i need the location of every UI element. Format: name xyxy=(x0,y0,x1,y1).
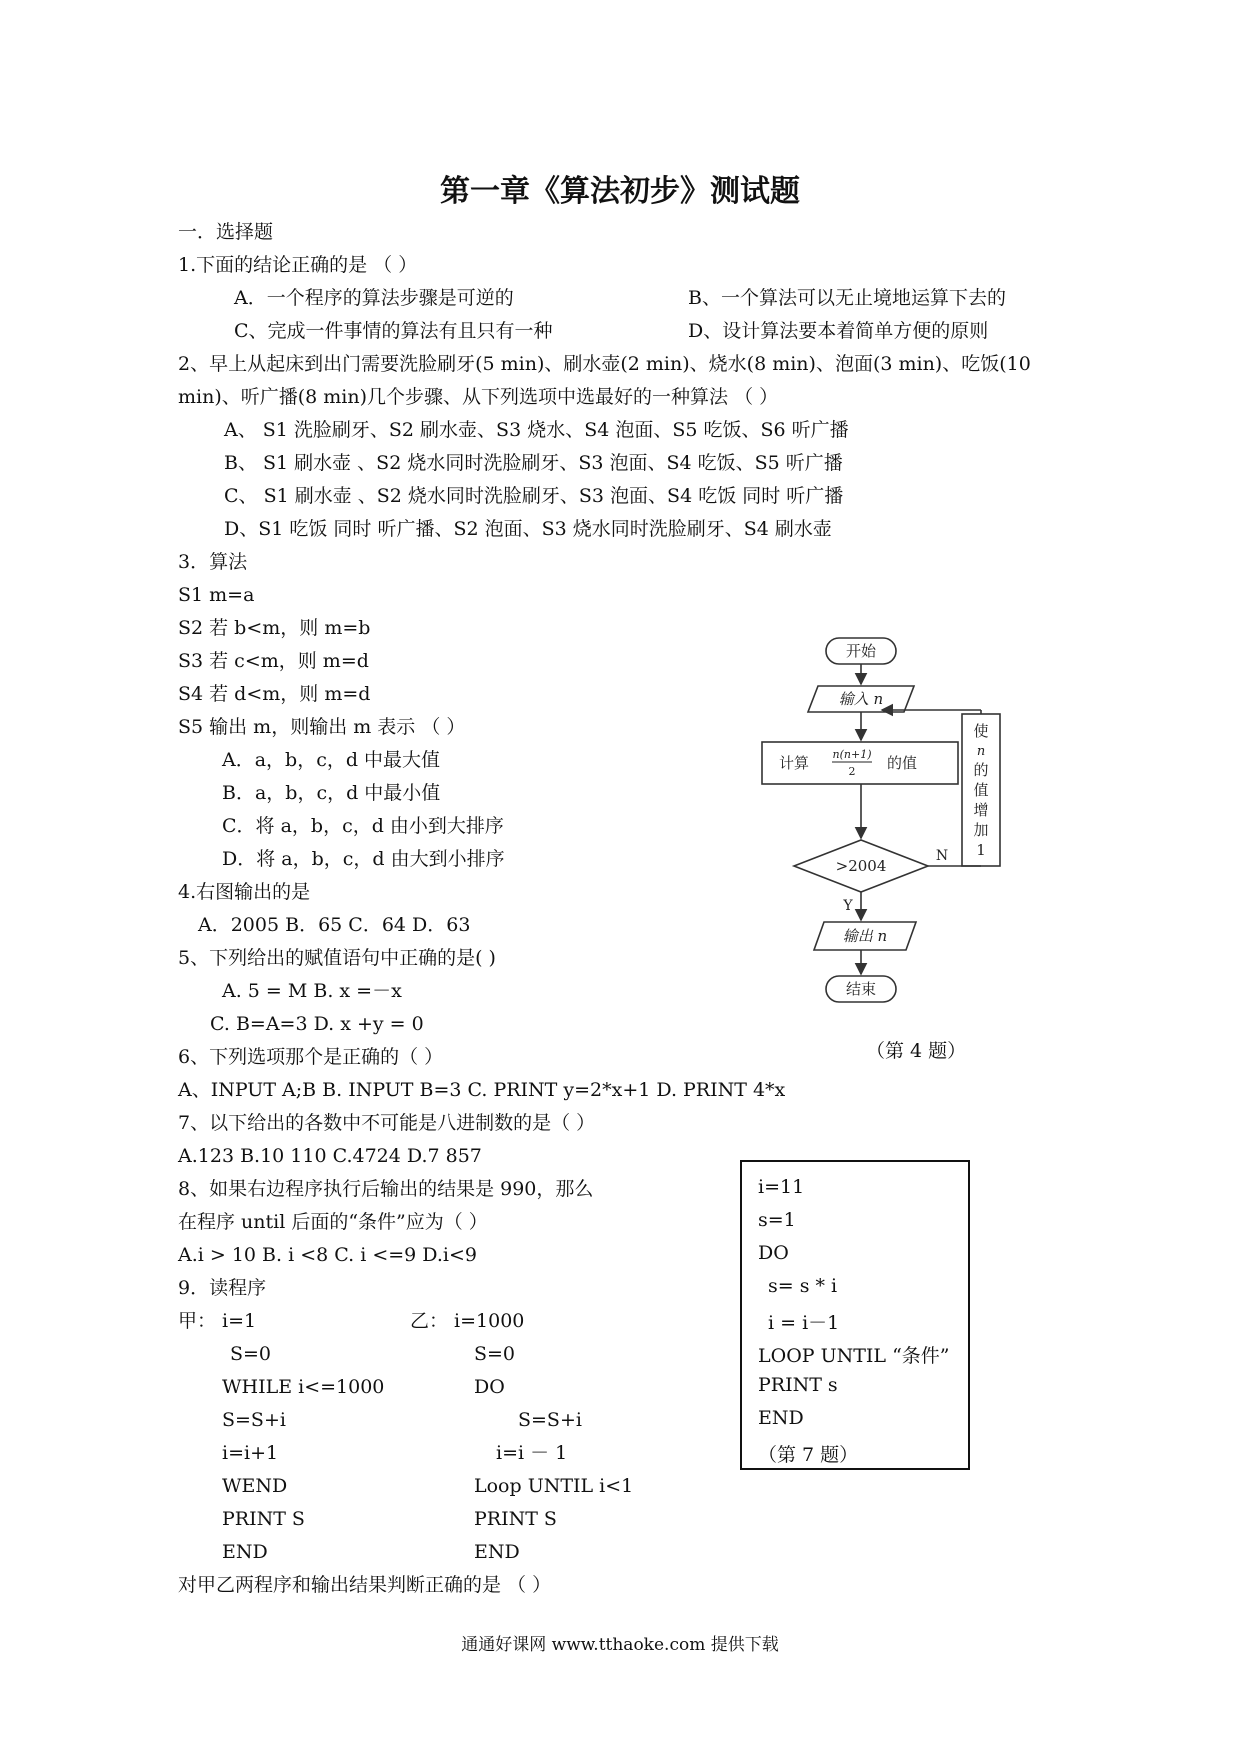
flow-yes-label: Y xyxy=(843,898,853,914)
code-line-1: i=11 xyxy=(758,1176,805,1198)
figure-4-caption: （第 4 题） xyxy=(866,1040,967,1062)
program-code-box xyxy=(740,1160,970,1470)
code-box-caption: （第 7 题） xyxy=(758,1444,859,1466)
code-line-4: s= s * i xyxy=(768,1275,838,1297)
flow-no-label: N xyxy=(935,848,949,864)
question-7: 7、以下给出的各数中不可能是八进制数的是（ ） xyxy=(178,1112,596,1134)
code-line-5: i = i－1 xyxy=(768,1312,840,1334)
page-footer: 通通好课网 www.tthaoke.com 提供下载 xyxy=(461,1635,779,1655)
code-line-7: PRINT s xyxy=(758,1374,838,1396)
flow-end-label: 结束 xyxy=(845,980,877,998)
section-heading: 一．选择题 xyxy=(178,221,274,243)
program-b-line-1: 乙： i=1000 xyxy=(410,1310,525,1332)
program-b-line-8: END xyxy=(474,1541,520,1563)
program-b-line-6: Loop UNTIL i<1 xyxy=(474,1475,634,1497)
q7-options: A.123 B.10 110 C.4724 D.7 857 xyxy=(178,1145,482,1167)
flow-loop-char-1: 使 xyxy=(973,722,989,740)
question-3: 3．算法 xyxy=(178,551,248,573)
question-2: 2、早上从起床到出门需要洗脸刷牙(5 min)、刷水壶(2 min)、烧水(8 min)、泡面(3 min)、吃饭(10 xyxy=(178,353,1031,375)
q6-options: A、INPUT A;B B. INPUT B=3 C. PRINT y=2*x+1 D. PRINT 4*x xyxy=(178,1079,786,1101)
question-8-cont: 在程序 until 后面的“条件”应为（ ） xyxy=(178,1211,488,1233)
q2-option-c: C、 S1 刷水壶 、S2 烧水同时洗脸刷牙、S3 泡面、S4 吃饭 同时 听广播 xyxy=(224,485,844,507)
q3-step-3: S3 若 c<m，则 m=d xyxy=(178,650,369,672)
question-4: 4.右图输出的是 xyxy=(178,881,311,903)
question-1: 1.下面的结论正确的是 （ ） xyxy=(178,254,418,276)
question-9-prompt: 对甲乙两程序和输出结果判断正确的是 （ ） xyxy=(178,1574,552,1596)
program-b-line-2: S=0 xyxy=(474,1343,516,1365)
flow-compute-numerator: n(n+1) xyxy=(832,748,872,761)
flow-loop-char-4: 值 xyxy=(973,781,989,799)
q5-options-cd: C. B=A=3 D. x +y = 0 xyxy=(210,1013,424,1035)
code-line-3: DO xyxy=(758,1242,789,1264)
q1-option-c: C、完成一件事情的算法有且只有一种 xyxy=(234,320,553,342)
question-8: 8、如果右边程序执行后输出的结果是 990，那么 xyxy=(178,1178,594,1200)
question-2-cont: min)、听广播(8 min)几个步骤、从下列选项中选最好的一种算法 （ ） xyxy=(178,386,779,408)
flow-compute-denominator: 2 xyxy=(848,765,856,778)
q3-option-c: C．将 a，b，c，d 由小到大排序 xyxy=(222,815,504,837)
q1-option-d: D、设计算法要本着简单方便的原则 xyxy=(688,320,989,342)
q3-option-b: B．a，b，c，d 中最小值 xyxy=(222,782,441,804)
flow-loop-char-6: 加 xyxy=(973,821,989,839)
program-a-line-2: S=0 xyxy=(230,1343,272,1365)
program-a-line-6: WEND xyxy=(222,1475,288,1497)
code-line-2: s=1 xyxy=(758,1209,796,1231)
program-a-line-5: i=i+1 xyxy=(222,1442,279,1464)
question-9: 9．读程序 xyxy=(178,1277,267,1299)
q8-options: A.i > 10 B. i <8 C. i <=9 D.i<9 xyxy=(178,1244,477,1266)
q2-option-d: D、S1 吃饭 同时 听广播、S2 泡面、S3 烧水同时洗脸刷牙、S4 刷水壶 xyxy=(224,518,832,540)
program-a-line-3: WHILE i<=1000 xyxy=(222,1376,385,1398)
code-line-8: END xyxy=(758,1407,804,1429)
flow-compute-prefix: 计算 xyxy=(778,754,810,772)
program-b-line-5: i=i － 1 xyxy=(496,1442,568,1464)
code-line-6: LOOP UNTIL “条件” xyxy=(758,1345,950,1367)
q4-options: A．2005 B．65 C．64 D．63 xyxy=(198,914,471,936)
program-a-line-1: 甲： i=1 xyxy=(178,1310,257,1332)
flow-start-label: 开始 xyxy=(845,642,877,660)
q3-step-4: S4 若 d<m，则 m=d xyxy=(178,683,371,705)
program-a-line-4: S=S+i xyxy=(222,1409,286,1431)
q2-option-a: A、 S1 洗脸刷牙、S2 刷水壶、S3 烧水、S4 泡面、S5 吃饭、S6 听广播 xyxy=(224,419,849,441)
q2-option-b: B、 S1 刷水壶 、S2 烧水同时洗脸刷牙、S3 泡面、S4 吃饭、S5 听广播 xyxy=(224,452,843,474)
flow-decision-label: >2004 xyxy=(835,857,887,875)
q3-option-d: D．将 a，b，c，d 由大到小排序 xyxy=(222,848,505,870)
flow-loop-char-7: 1 xyxy=(976,841,986,859)
flow-output-label: 输出 n xyxy=(842,927,888,945)
q3-option-a: A．a，b，c，d 中最大值 xyxy=(222,749,441,771)
program-b-line-4: S=S+i xyxy=(518,1409,582,1431)
q3-step-1: S1 m=a xyxy=(178,584,255,606)
question-5: 5、下列给出的赋值语句中正确的是( ) xyxy=(178,947,496,969)
q3-step-2: S2 若 b<m，则 m=b xyxy=(178,617,371,639)
program-b-line-7: PRINT S xyxy=(474,1508,557,1530)
flow-input-label: 输入 n xyxy=(838,690,884,708)
page-title: 第一章《算法初步》测试题 xyxy=(440,174,800,209)
q3-step-5: S5 输出 m，则输出 m 表示 （ ） xyxy=(178,716,466,738)
program-b-line-3: DO xyxy=(474,1376,505,1398)
question-6: 6、下列选项那个是正确的（ ） xyxy=(178,1046,444,1068)
flowchart-figure xyxy=(740,630,1020,1010)
q1-option-a: A．一个程序的算法步骤是可逆的 xyxy=(234,287,514,309)
q1-option-b: B、一个算法可以无止境地运算下去的 xyxy=(688,287,1006,309)
flow-loop-char-3: 的 xyxy=(973,761,989,779)
program-a-line-8: END xyxy=(222,1541,268,1563)
q5-options-ab: A. 5 = M B. x =－x xyxy=(222,980,402,1002)
flow-loop-char-5: 增 xyxy=(973,801,989,819)
flow-compute-suffix: 的值 xyxy=(886,754,918,772)
program-a-line-7: PRINT S xyxy=(222,1508,305,1530)
flow-loop-char-2: n xyxy=(976,744,986,759)
